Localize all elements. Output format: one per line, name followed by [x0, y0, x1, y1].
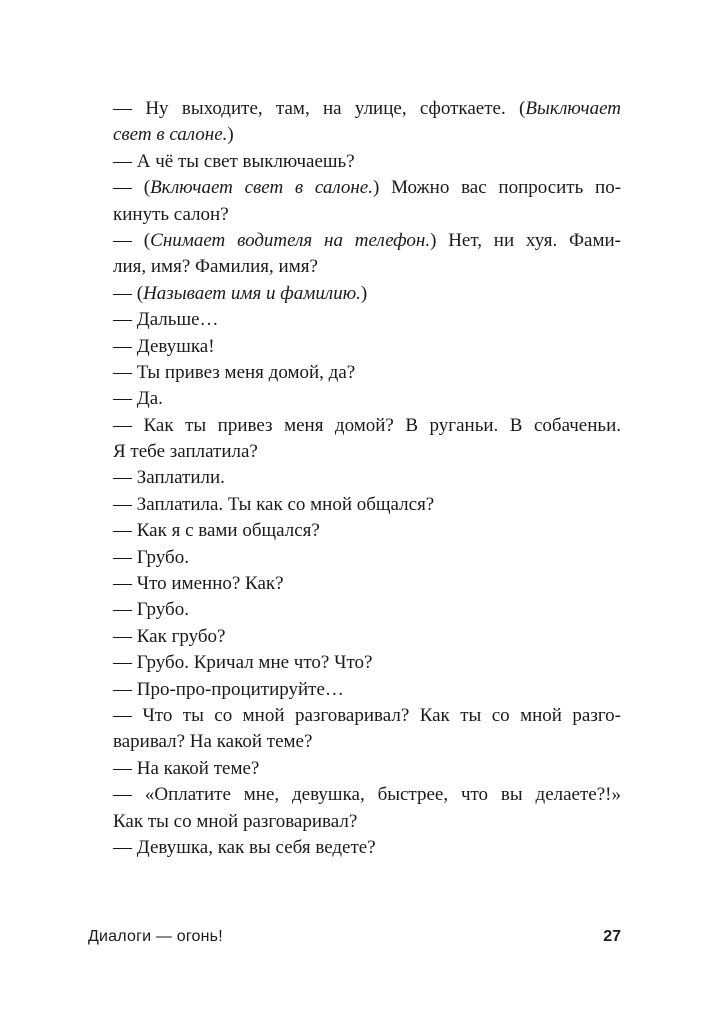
dialogue-text: — Ну выходите, там, на улице, сфоткаете. (	[113, 98, 526, 119]
body-text	[113, 96, 621, 861]
dialogue-text: — (	[113, 177, 151, 199]
dialogue-text: — На какой теме?	[113, 757, 260, 779]
text-line	[113, 439, 621, 465]
dialogue-text: варивал? На какой теме?	[113, 731, 313, 753]
text-line	[113, 360, 621, 386]
dialogue-text: — (	[113, 282, 144, 304]
dialogue-text: — Ты привез меня домой, да?	[113, 361, 356, 383]
stage-direction: Называет имя и фамилию.	[143, 282, 361, 304]
text-line	[113, 175, 621, 201]
stage-direction: Выключает	[525, 98, 621, 119]
dialogue-text: — Дальше…	[113, 309, 219, 331]
text-line	[113, 729, 621, 755]
dialogue-text: )	[360, 282, 368, 304]
dialogue-text: — Грубо.	[113, 546, 189, 568]
dialogue-text: кинуть салон?	[113, 203, 229, 225]
stage-direction: Снимает водителя на телефон.	[150, 229, 431, 251]
dialogue-text: — Девушка!	[113, 335, 215, 357]
dialogue-text: ) Нет, ни хуя. Фами-	[430, 229, 621, 251]
dialogue-text: — Грубо. Кричал мне что? Что?	[113, 652, 373, 674]
dialogue-text: — «Оплатите мне, девушка, быстрее, что вы делаете?!»	[113, 784, 621, 806]
stage-direction: свет в салоне.	[113, 124, 228, 146]
dialogue-text: — Заплатила. Ты как со мной общался?	[113, 493, 435, 515]
dialogue-text: — (	[113, 229, 151, 251]
dialogue-text: — Про-про-процитируйте…	[113, 678, 344, 700]
text-line	[113, 518, 621, 544]
text-line	[113, 624, 621, 650]
text-line	[113, 149, 621, 175]
text-line	[113, 597, 621, 623]
text-line	[113, 122, 621, 148]
text-line	[113, 96, 621, 122]
text-line	[113, 202, 621, 228]
page-footer	[88, 928, 621, 952]
text-line	[113, 413, 621, 439]
text-line	[113, 835, 621, 861]
text-line	[113, 254, 621, 280]
text-line	[113, 545, 621, 571]
dialogue-text: — А чё ты свет выключаешь?	[113, 150, 355, 172]
dialogue-text: — Что ты со мной разговаривал? Как ты со мной разго-	[113, 704, 621, 726]
dialogue-text: — Как грубо?	[113, 625, 226, 647]
text-line	[113, 677, 621, 703]
text-line	[113, 386, 621, 412]
page-number: 27	[603, 928, 621, 945]
text-line	[113, 650, 621, 676]
dialogue-text: — Как ты привез меня домой? В руганьи. В собаченьи.	[113, 414, 621, 436]
dialogue-text: — Да.	[113, 388, 163, 410]
text-line	[113, 782, 621, 808]
text-line	[113, 703, 621, 729]
dialogue-text: лия, имя? Фамилия, имя?	[113, 256, 318, 278]
text-line	[113, 571, 621, 597]
dialogue-text: — Что именно? Как?	[113, 573, 284, 595]
dialogue-text: — Как я с вами общался?	[113, 520, 320, 542]
dialogue-text: ) Можно вас попросить по-	[373, 177, 622, 199]
text-line	[113, 465, 621, 491]
dialogue-text: — Девушка, как вы себя ведете?	[113, 836, 376, 858]
text-line	[113, 281, 621, 307]
text-line	[113, 492, 621, 518]
stage-direction: Включает свет в салоне.	[150, 177, 373, 199]
dialogue-text: Я тебе заплатила?	[113, 441, 258, 463]
dialogue-text: — Грубо.	[113, 599, 189, 621]
text-line	[113, 307, 621, 333]
dialogue-text: — Заплатили.	[113, 467, 225, 489]
text-line	[113, 334, 621, 360]
text-line	[113, 228, 621, 254]
text-line	[113, 809, 621, 835]
dialogue-text: Как ты со мной разговаривал?	[113, 810, 358, 832]
dialogue-text: )	[227, 124, 234, 146]
text-line	[113, 756, 621, 782]
running-title: Диалоги — огонь!	[88, 928, 223, 945]
